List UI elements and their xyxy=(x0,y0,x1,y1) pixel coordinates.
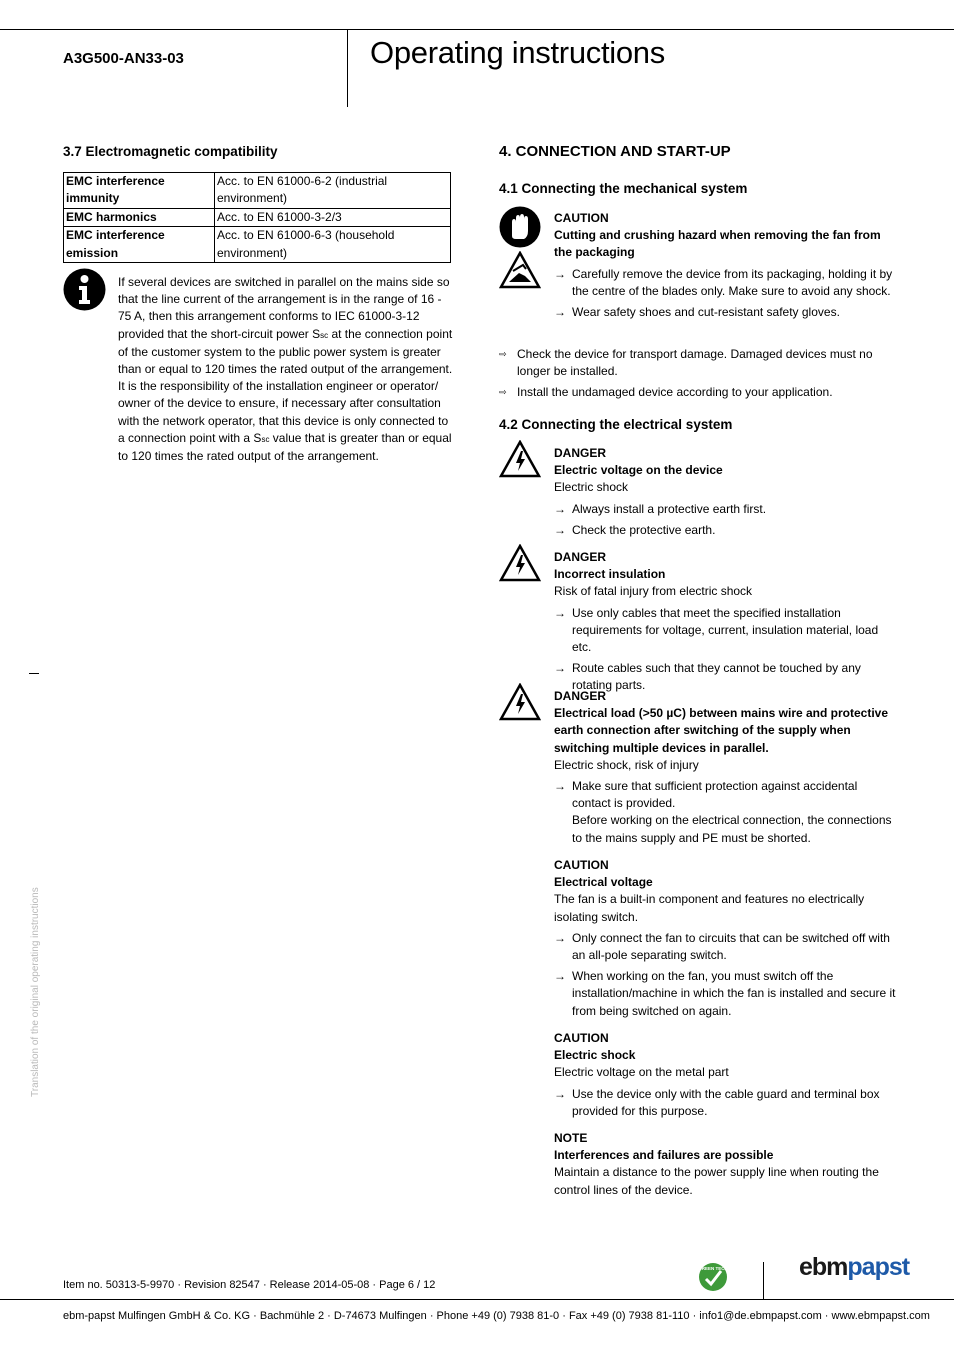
caution-label: CAUTION xyxy=(554,211,609,225)
list-item: → Always install a protective earth first. xyxy=(554,501,899,518)
greentech-badge xyxy=(698,1262,728,1292)
caution-electrical-voltage xyxy=(554,857,899,1020)
header-divider xyxy=(347,29,348,107)
high-voltage-warning-icon xyxy=(499,440,541,478)
greentech-label: GREEN TECH xyxy=(698,1266,728,1271)
list-item: → Use the device only with the cable guard and terminal box provided for this purpose. xyxy=(554,1086,880,1118)
caution-title: Electrical voltage xyxy=(554,875,653,890)
arrow-icon: → xyxy=(554,266,566,281)
emc-key: EMC interference immunity xyxy=(64,173,215,209)
emc-value: Acc. to EN 61000-6-3 (household environment) xyxy=(215,227,451,263)
list-item: → Route cables such that they cannot be touched by any rotating parts. xyxy=(554,661,861,693)
list-item: → When working on the fan, you must switch off the installation/machine in which the fan is installed and secure it from being switched on again. xyxy=(554,969,896,1018)
sidebar-translation-note: Translation of the original operating instructions xyxy=(30,887,41,1097)
model-number: A3G500-AN33-03 xyxy=(63,50,184,67)
list-item: → Carefully remove the device from its packaging, holding it by the centre of the blades only. Make sure to avoid any shock. xyxy=(554,266,893,298)
emc-table xyxy=(63,172,451,263)
header-top-rule xyxy=(0,29,954,30)
high-voltage-warning-icon xyxy=(499,544,541,582)
bullet-arrow-icon: ⇨ xyxy=(499,387,507,398)
arrow-icon: → xyxy=(554,969,566,984)
high-voltage-warning-icon xyxy=(499,683,541,721)
note-description: Maintain a distance to the power supply line when routing the control lines of the device. xyxy=(554,1165,879,1197)
arrow-icon: → xyxy=(554,930,566,945)
danger-description: Electric shock xyxy=(554,480,629,495)
note-title: Interferences and failures are possible xyxy=(554,1148,774,1163)
list-item: → Only connect the fan to circuits that can be switched off with an all-pole separating switch. xyxy=(554,930,890,963)
arrow-icon: → xyxy=(554,605,566,620)
caution-mechanical xyxy=(554,210,899,321)
info-paragraph-1: If several devices are switched in parallel on the mains side so that the line current of the arrangement is in the range of 16 - 75 A, then this arrangement conforms to IEC 61000-3-12 provided that the short-circuit power Ssc at the connection point of the customer system to the public power system is greater than or equal to 120 times the rated output of the arrangement. xyxy=(118,275,453,377)
company-info: ebm-papst Mulfingen GmbH & Co. KG · Bachmühle 2 · D-74673 Mulfingen · Phone +49 (0) 7938 81-0 · Fax +49 (0) 7938 81-110 · info1@de.ebmpapst.com · www.ebmpapst.com xyxy=(63,1310,930,1322)
arrow-icon: → xyxy=(554,305,566,320)
bullet-arrow-icon: ⇨ xyxy=(499,349,507,359)
caution-label: CAUTION xyxy=(554,1031,609,1045)
margin-tick xyxy=(29,673,39,674)
list-item: → Check the protective earth. xyxy=(554,522,899,539)
caution-description: Electric voltage on the metal part xyxy=(554,1065,729,1080)
mechanical-bullets xyxy=(499,346,899,402)
list-item: ⇨ Install the undamaged device according to your application. xyxy=(499,384,899,401)
info-icon xyxy=(63,268,106,311)
danger-electrical-load xyxy=(554,688,899,847)
danger-description: Electric shock, risk of injury xyxy=(554,757,699,772)
arrow-icon: → xyxy=(554,779,566,794)
table-row xyxy=(64,173,451,209)
danger-title: Electric voltage on the device xyxy=(554,463,723,478)
arrow-icon: → xyxy=(554,1086,566,1101)
danger-voltage xyxy=(554,445,899,539)
list-item: → Use only cables that meet the specified installation requirements for voltage, current, insulation material, load etc. xyxy=(554,605,879,655)
danger-title: Electrical load (>50 µC) between mains wire and protective earth connection after switching of the supply when switching multiple devices in parallel. xyxy=(554,706,889,755)
arrow-icon: → xyxy=(554,661,566,676)
note-interferences xyxy=(554,1130,899,1199)
cutting-hazard-icon xyxy=(499,251,541,289)
section-connection-title: 4. CONNECTION AND START-UP xyxy=(499,143,731,160)
danger-label: DANGER xyxy=(554,689,607,703)
item-info: Item no. 50313-5-9970 · Revision 82547 · Release 2014-05-08 · Page 6 / 12 xyxy=(63,1279,436,1291)
caution-title: Cutting and crushing hazard when removing the fan from the packaging xyxy=(554,228,881,260)
note-label: NOTE xyxy=(554,1131,588,1145)
footer-rule xyxy=(0,1299,954,1300)
subsection-mechanical-title: 4.1 Connecting the mechanical system xyxy=(499,181,748,196)
danger-label: DANGER xyxy=(554,550,607,564)
emc-key: EMC interference emission xyxy=(64,227,215,263)
table-row xyxy=(64,227,451,263)
subsection-electrical-title: 4.2 Connecting the electrical system xyxy=(499,417,733,432)
emc-value: Acc. to EN 61000-3-2/3 xyxy=(215,208,451,226)
emc-value: Acc. to EN 61000-6-2 (industrial environment) xyxy=(215,173,451,209)
caution-description: The fan is a built-in component and features no electrically isolating switch. xyxy=(554,892,865,924)
info-paragraph-2: It is the responsibility of the installation engineer or operator/ owner of the device to ensure, if necessary after consultation with the network operator, that this device is only connected to a connection point with a Ssc value that is greater than or equal to 120 times the rated output of the arrangement. xyxy=(118,379,452,464)
danger-description: Risk of fatal injury from electric shock xyxy=(554,584,753,599)
table-row xyxy=(64,208,451,226)
info-note xyxy=(118,274,456,465)
gloves-icon xyxy=(499,206,541,248)
arrow-icon: → xyxy=(554,501,566,516)
caution-label: CAUTION xyxy=(554,858,609,872)
section-emc-title: 3.7 Electromagnetic compatibility xyxy=(63,144,278,159)
danger-label: DANGER xyxy=(554,446,607,460)
arrow-icon: → xyxy=(554,522,566,537)
caution-title: Electric shock xyxy=(554,1048,636,1063)
caution-electric-shock xyxy=(554,1030,899,1120)
danger-title: Incorrect insulation xyxy=(554,567,666,582)
page-title: Operating instructions xyxy=(370,35,665,70)
ebmpapst-logo: ebmpapst xyxy=(799,1253,910,1281)
list-item: ⇨ Check the device for transport damage. Damaged devices must no longer be installed. xyxy=(499,347,873,379)
list-item: → Make sure that sufficient protection against accidental contact is provided. Before working on the electrical connection, the connections to the mains supply and PE must be shorted. xyxy=(554,779,892,845)
logo-divider xyxy=(763,1262,764,1300)
emc-key: EMC harmonics xyxy=(64,208,215,226)
list-item: → Wear safety shoes and cut-resistant safety gloves. xyxy=(554,304,899,321)
danger-insulation xyxy=(554,549,899,695)
